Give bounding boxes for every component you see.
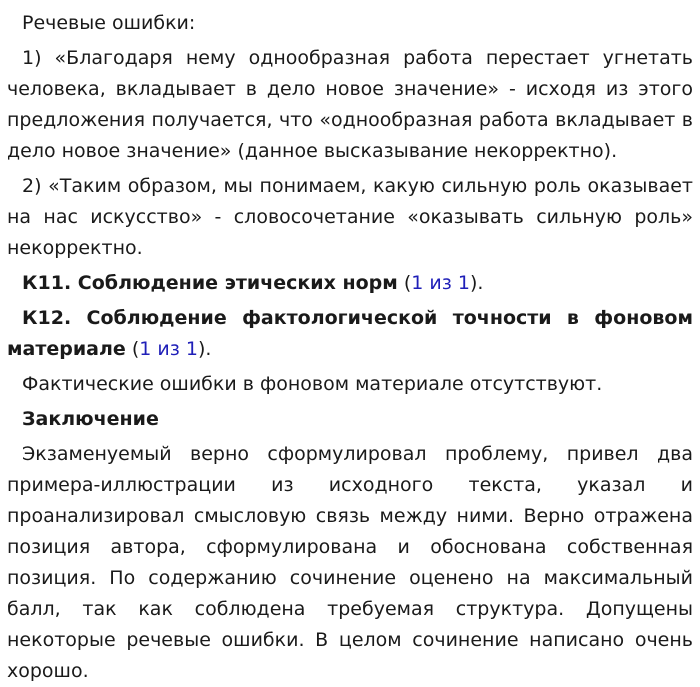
criterion-k12-note: Фактические ошибки в фоновом материале отсутствуют. (22, 373, 603, 395)
conclusion-heading-row (7, 404, 693, 435)
criterion-k11-title: К11. Соблюдение этических норм (22, 272, 398, 294)
speech-errors-heading: Речевые ошибки: (22, 12, 196, 34)
criterion-k11-score: 1 из 1 (411, 272, 470, 294)
criterion-k11-open: ( (397, 272, 412, 294)
criterion-k12 (7, 303, 693, 365)
criterion-k12-open: ( (125, 338, 140, 360)
speech-error-item-1: 1) «Благодаря нему однообразная работа перестает угнетать человека, вкладывает в дело новое значение» - исходя из этого предложения получается, что «однообразная работа вкладывает в дело новое значение» (данное высказывание некорректно). (7, 47, 693, 162)
criterion-k12-score: 1 из 1 (139, 338, 198, 360)
criterion-k11 (7, 268, 693, 299)
criterion-k12-close: ). (197, 338, 212, 360)
speech-error-item-2: 2) «Таким образом, мы понимаем, какую сильную роль оказывает на нас искусство» - словосочетание «оказывать сильную роль» некорректно. (7, 175, 693, 259)
criterion-k11-close: ). (469, 272, 484, 294)
criterion-k12-title: К12. Соблюдение фактологической точности в фоновом материале (7, 307, 693, 360)
conclusion-text: Экзаменуемый верно сформулировал проблему, привел два примера-иллюстрации из исходного текста, указал и проанализировал смысловую связь между ними. Верно отражена позиция автора, сформулирована и обоснована собственная позиция. По содержанию сочинение оценено на максимальный балл, так как соблюдена требуемая структура. Допущены некоторые речевые ошибки. В целом сочинение написано очень хорошо. (7, 443, 693, 682)
conclusion-heading: Заключение (22, 408, 159, 430)
